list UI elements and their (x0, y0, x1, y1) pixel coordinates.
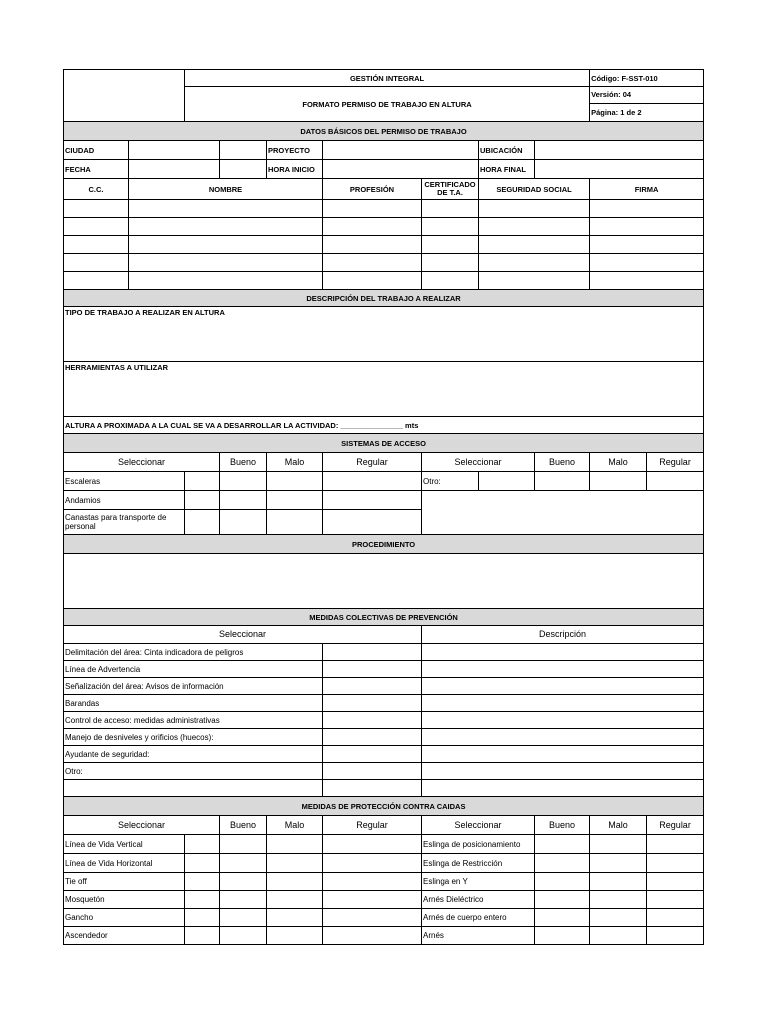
fall-item-label: Gancho (64, 909, 185, 927)
access-col-select-right: Seleccionar (422, 453, 535, 472)
list-item (64, 927, 704, 945)
collective-item-label: Delimitación del área: Cinta indicadora de peligros (64, 644, 323, 661)
access-item-label: Andamios (64, 491, 185, 510)
list-item (64, 835, 704, 854)
collective-select-box[interactable] (323, 729, 422, 746)
fall-item-label: Línea de Vida Vertical (64, 835, 185, 854)
list-item (64, 678, 704, 695)
collective-item-label: Señalización del área: Avisos de información (64, 678, 323, 695)
access-select-box[interactable] (185, 472, 220, 491)
field-tipo-trabajo[interactable]: TIPO DE TRABAJO A REALIZAR EN ALTURA (64, 307, 704, 362)
section-access-systems: SISTEMAS DE ACCESO (64, 434, 704, 453)
collective-item-label: Ayudante de seguridad: (64, 746, 323, 763)
list-item (64, 873, 704, 891)
table-row (64, 236, 704, 254)
list-item (64, 746, 704, 763)
fall-item-label: Eslinga de posicionamiento (422, 835, 535, 854)
access-col-select-left: Seleccionar (64, 453, 220, 472)
section-fall-protection: MEDIDAS DE PROTECCIÓN CONTRA CAIDAS (64, 797, 704, 816)
access-col-bad-right: Malo (590, 453, 647, 472)
fall-item-label: Eslinga de Restricción (422, 854, 535, 873)
list-item (64, 891, 704, 909)
fall-item-label: Eslinga en Y (422, 873, 535, 891)
table-row (64, 200, 704, 218)
access-col-regular-right: Regular (647, 453, 704, 472)
form-version: Versión: 04 (590, 87, 703, 104)
list-item (64, 729, 704, 746)
label-ciudad: CIUDAD (64, 141, 129, 160)
form-page: Página: 1 de 2 (591, 108, 642, 117)
collective-select-box[interactable] (323, 746, 422, 763)
label-ubicacion: UBICACIÓN (479, 141, 535, 160)
permit-table (63, 69, 704, 945)
collective-col-select: Seleccionar (64, 626, 422, 644)
access-select-box[interactable] (185, 510, 220, 535)
section-description: DESCRIPCIÓN DEL TRABAJO A REALIZAR (64, 290, 704, 307)
list-item (64, 712, 704, 729)
fall-col-select-right: Seleccionar (422, 816, 535, 835)
field-altura[interactable]: ALTURA A PROXIMADA A LA CUAL SE VA A DESARROLLAR LA ACTIVIDAD: _______________ mts (64, 417, 704, 434)
access-col-good-left: Bueno (220, 453, 267, 472)
list-item (64, 644, 704, 661)
collective-select-box[interactable] (323, 695, 422, 712)
section-procedure: PROCEDIMIENTO (64, 535, 704, 554)
col-seguridad-social: SEGURIDAD SOCIAL (479, 179, 590, 200)
fall-item-label: Arnés (422, 927, 535, 945)
fall-item-label: Arnés Dieléctrico (422, 891, 535, 909)
fall-item-label: Tie off (64, 873, 185, 891)
list-item (64, 661, 704, 678)
section-basic-data: DATOS BÁSICOS DEL PERMISO DE TRABAJO (64, 122, 704, 141)
col-profesion: PROFESIÓN (323, 179, 422, 200)
label-hora-final: HORA FINAL (479, 160, 535, 179)
collective-item-label: Manejo de desniveles y orificios (huecos): (64, 729, 323, 746)
permit-form (63, 69, 703, 945)
list-item (64, 472, 704, 491)
fall-item-label: Ascendedor (64, 927, 185, 945)
collective-select-box[interactable] (323, 661, 422, 678)
fall-col-good-right: Bueno (535, 816, 590, 835)
field-ciudad[interactable] (129, 141, 220, 160)
section-collective-measures: MEDIDAS COLECTIVAS DE PREVENCIÓN (64, 609, 704, 626)
list-item (64, 763, 704, 780)
collective-item-label: Línea de Advertencia (64, 661, 323, 678)
label-hora-inicio: HORA INICIO (267, 160, 323, 179)
access-other-area[interactable] (422, 491, 704, 535)
fall-col-regular-right: Regular (647, 816, 704, 835)
access-col-regular-left: Regular (323, 453, 422, 472)
col-nombre: NOMBRE (129, 179, 323, 200)
access-item-label: Escaleras (64, 472, 185, 491)
fall-col-bad-left: Malo (267, 816, 323, 835)
access-item-label: Otro: (422, 472, 479, 491)
access-select-box[interactable] (185, 491, 220, 510)
field-herramientas[interactable]: HERRAMIENTAS A UTILIZAR (64, 362, 704, 417)
collective-select-box[interactable] (323, 712, 422, 729)
label-proyecto: PROYECTO (267, 141, 323, 160)
field-hora-inicio[interactable] (323, 160, 479, 179)
col-cc: C.C. (64, 179, 129, 200)
table-row (64, 272, 704, 290)
collective-item-label: Control de acceso: medidas administrativas (64, 712, 323, 729)
fall-col-good-left: Bueno (220, 816, 267, 835)
collective-select-box[interactable] (323, 763, 422, 780)
list-item (64, 909, 704, 927)
fall-item-label: Arnés de cuerpo entero (422, 909, 535, 927)
collective-select-box[interactable] (323, 644, 422, 661)
fall-item-label: Línea de Vida Horizontal (64, 854, 185, 873)
list-item (64, 695, 704, 712)
col-firma: FIRMA (590, 179, 704, 200)
field-fecha-extra[interactable] (220, 160, 267, 179)
access-col-good-right: Bueno (535, 453, 590, 472)
table-row (64, 218, 704, 236)
fall-col-select-left: Seleccionar (64, 816, 220, 835)
form-code: Código: F-SST-010 (590, 70, 704, 87)
collective-item-label: Barandas (64, 695, 323, 712)
collective-select-box[interactable] (323, 678, 422, 695)
list-item (64, 854, 704, 873)
list-item (64, 780, 704, 797)
collective-item-label: Otro: (64, 763, 323, 780)
field-ubicacion[interactable] (535, 141, 704, 160)
list-item (64, 491, 704, 510)
fall-col-bad-right: Malo (590, 816, 647, 835)
access-item-label: Canastas para transporte de personal (64, 510, 185, 535)
field-hora-final[interactable] (535, 160, 704, 179)
fall-col-regular-left: Regular (323, 816, 422, 835)
fall-item-label: Mosquetón (64, 891, 185, 909)
logo-cell (64, 70, 185, 122)
table-row (64, 254, 704, 272)
field-procedure[interactable] (64, 554, 704, 609)
collective-col-description: Descripción (422, 626, 704, 644)
field-proyecto[interactable] (323, 141, 479, 160)
field-fecha[interactable] (129, 160, 220, 179)
access-col-bad-left: Malo (267, 453, 323, 472)
label-fecha: FECHA (64, 160, 129, 179)
company-name: GESTIÓN INTEGRAL (185, 70, 590, 87)
form-title: FORMATO PERMISO DE TRABAJO EN ALTURA (185, 87, 590, 122)
field-ciudad-extra[interactable] (220, 141, 267, 160)
col-certificado: CERTIFICADO DE T.A. (422, 179, 479, 200)
